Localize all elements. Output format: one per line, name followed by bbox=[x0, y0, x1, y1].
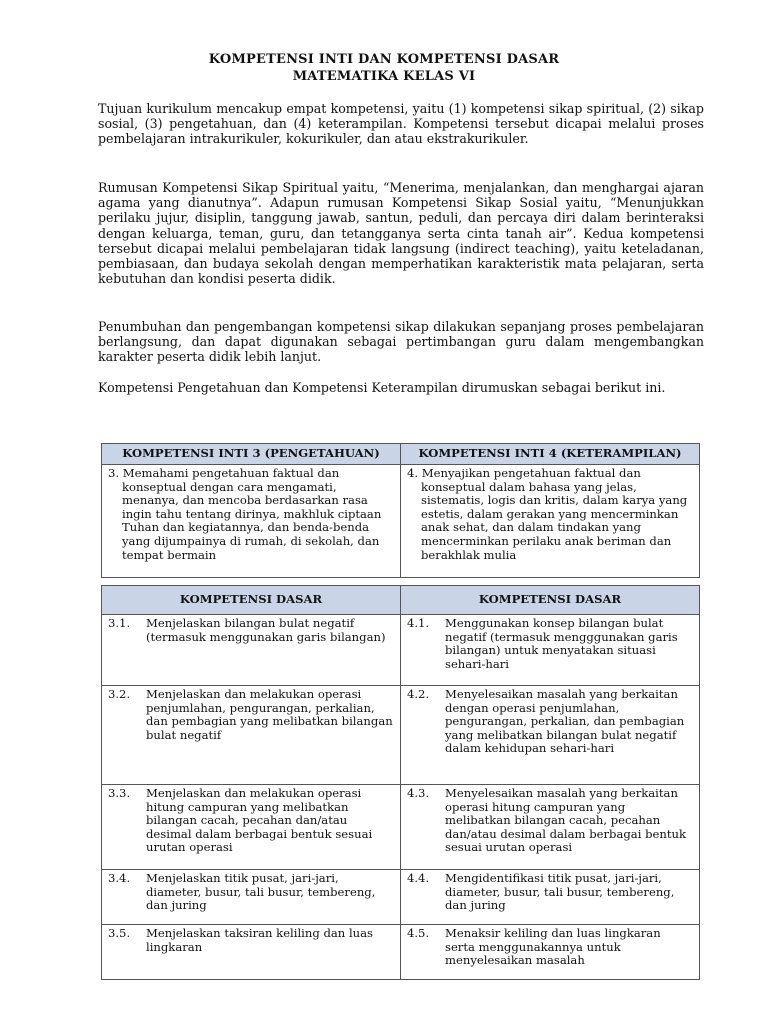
kd-text: Mengidentifikasi titik pusat, jari-jari, diameter, busur, tali busur, tembereng, dan juring bbox=[445, 871, 675, 913]
ki3-header: KOMPETENSI INTI 3 (PENGETAHUAN) bbox=[102, 444, 401, 465]
kd-cell-left bbox=[102, 925, 401, 980]
kd-number: 3.5. bbox=[108, 926, 131, 940]
ki3-text: 3. Memahami pengetahuan faktual dan konseptual dengan cara mengamati, menanya, dan mencoba berdasarkan rasa ingin tahu tentang dirinya, makhluk ciptaan Tuhan dan kegiatannya, dan benda-benda yang dijumpainya di rumah, di sekolah, dan tempat bermain bbox=[108, 466, 382, 562]
kd-text: Menjelaskan titik pusat, jari-jari, diameter, busur, tali busur, tembereng, dan juring bbox=[146, 871, 376, 913]
document-title: KOMPETENSI INTI DAN KOMPETENSI DASAR bbox=[208, 52, 560, 67]
kd-cell-left bbox=[102, 870, 401, 925]
kd-cell-right bbox=[401, 870, 700, 925]
kd-header-left: KOMPETENSI DASAR bbox=[102, 586, 401, 615]
kd-text: Menjelaskan bilangan bulat negatif (termasuk menggunakan garis bilangan) bbox=[146, 616, 386, 644]
kd-cell-right bbox=[401, 925, 700, 980]
kd-number: 4.1. bbox=[407, 616, 430, 630]
kd-number: 4.5. bbox=[407, 926, 430, 940]
paragraph-penumbuhan: Penumbuhan dan pengembangan kompetensi sikap dilakukan sepanjang proses pembelajaran berlangsung, dan dapat digunakan sebagai pertimbangan guru dalam mengembangkan karakter peserta didik lebih lanjut. bbox=[98, 319, 704, 365]
kd-number: 3.4. bbox=[108, 871, 131, 885]
ki4-header: KOMPETENSI INTI 4 (KETERAMPILAN) bbox=[401, 444, 700, 465]
kd-number: 4.4. bbox=[407, 871, 430, 885]
kd-text: Menjelaskan taksiran keliling dan luas lingkaran bbox=[146, 926, 373, 954]
paragraph-tujuan: Tujuan kurikulum mencakup empat kompetensi, yaitu (1) kompetensi sikap spiritual, (2) sikap sosial, (3) pengetahuan, dan (4) keterampilan. Kompetensi tersebut dicapai melalui proses pembelajaran intrakurikuler, kokurikuler, dan atau ekstrakurikuler. bbox=[98, 101, 704, 147]
kd-text: Menyelesaikan masalah yang berkaitan dengan operasi penjumlahan, pengurangan, perkalian, dan pembagian yang melibatkan bilangan bulat negatif dalam kehidupan sehari-hari bbox=[445, 687, 685, 756]
kd-cell-left bbox=[102, 785, 401, 870]
ki3-cell bbox=[102, 465, 401, 578]
kd-cell-right bbox=[401, 686, 700, 785]
kd-text: Menyelesaikan masalah yang berkaitan operasi hitung campuran yang melibatkan bilangan cacah, pecahan dan/atau desimal dalam berbagai bentuk sesuai urutan operasi bbox=[445, 786, 687, 855]
table-row bbox=[102, 925, 700, 980]
table-row bbox=[102, 785, 700, 870]
table-row bbox=[102, 686, 700, 785]
kd-header-right: KOMPETENSI DASAR bbox=[401, 586, 700, 615]
kd-cell-right bbox=[401, 785, 700, 870]
kd-number: 3.3. bbox=[108, 786, 131, 800]
ki4-text: 4. Menyajikan pengetahuan faktual dan konseptual dalam bahasa yang jelas, sistematis, logis dan kritis, dalam karya yang estetis, dalam gerakan yang mencerminkan anak sehat, dan dalam tindakan yang mencerminkan perilaku anak beriman dan berakhlak mulia bbox=[407, 466, 688, 562]
kd-text: Menggunakan konsep bilangan bulat negatif (termasuk mengggunakan garis bilangan) untuk menyatakan situasi sehari-hari bbox=[445, 616, 678, 671]
kd-number: 4.2. bbox=[407, 687, 430, 701]
table-row bbox=[102, 870, 700, 925]
kompetensi-dasar-table bbox=[101, 585, 700, 980]
kd-number: 3.1. bbox=[108, 616, 131, 630]
paragraph-kompetensi: Kompetensi Pengetahuan dan Kompetensi Keterampilan dirumuskan sebagai berikut ini. bbox=[98, 380, 666, 395]
kd-text: Menjelaskan dan melakukan operasi penjumlahan, pengurangan, perkalian, dan pembagian yang melibatkan bilangan bulat negatif bbox=[146, 687, 393, 742]
kd-cell-right bbox=[401, 615, 700, 686]
kd-number: 4.3. bbox=[407, 786, 430, 800]
paragraph-rumusan: Rumusan Kompetensi Sikap Spiritual yaitu, “Menerima, menjalankan, dan menghargai ajaran agama yang dianutnya”. Adapun rumusan Kompetensi Sikap Sosial yaitu, “Menunjukkan perilaku jujur, disiplin, tanggung jawab, santun, peduli, dan percaya diri dalam berinteraksi dengan keluarga, teman, guru, dan tetangganya serta cinta tanah air”. Kedua kompetensi tersebut dicapai melalui pembelajaran tidak langsung (indirect teaching), yaitu keteladanan, pembiasaan, dan budaya sekolah dengan memperhatikan karakteristik mata pelajaran, serta kebutuhan dan kondisi peserta didik. bbox=[98, 180, 704, 287]
kd-text: Menjelaskan dan melakukan operasi hitung campuran yang melibatkan bilangan cacah, pecahan dan/atau desimal dalam berbagai bentuk sesuai urutan operasi bbox=[146, 786, 373, 855]
kd-text: Menaksir keliling dan luas lingkaran serta menggunakannya untuk menyelesaikan masalah bbox=[445, 926, 661, 968]
kompetensi-inti-table bbox=[101, 443, 700, 578]
document-subtitle: MATEMATIKA KELAS VI bbox=[292, 69, 476, 84]
ki4-cell bbox=[401, 465, 700, 578]
kd-number: 3.2. bbox=[108, 687, 131, 701]
table-row bbox=[102, 615, 700, 686]
kd-cell-left bbox=[102, 686, 401, 785]
kd-cell-left bbox=[102, 615, 401, 686]
